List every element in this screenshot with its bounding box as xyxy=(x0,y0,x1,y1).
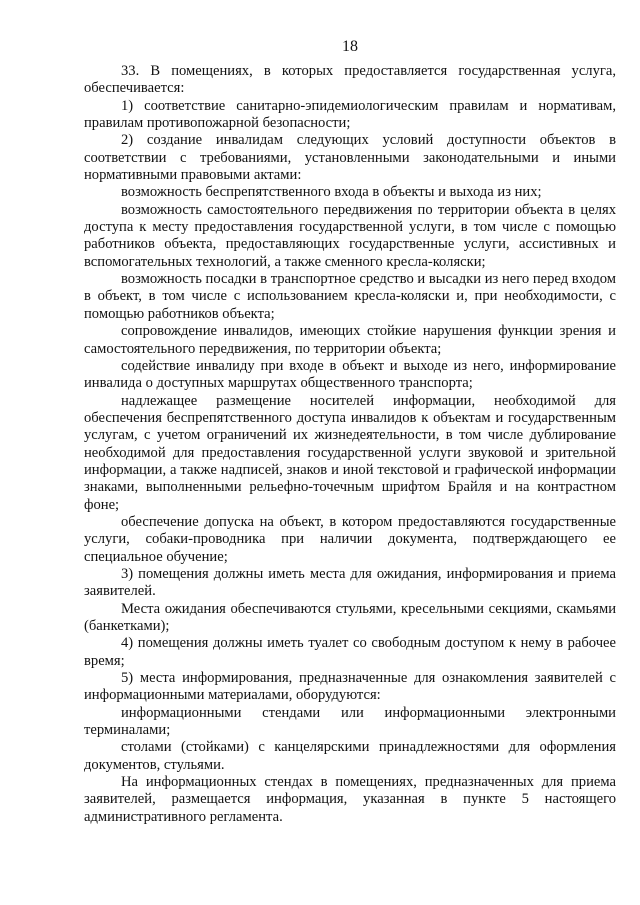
paragraph-item-33: 33. В помещениях, в которых предоставляется государственная услуга, обеспечивается: xyxy=(84,63,616,97)
page-number: 18 xyxy=(342,38,358,55)
document-body xyxy=(84,63,616,826)
paragraph-desks: столами (стойками) с канцелярскими принадлежностями для оформления документов, стульями. xyxy=(84,739,616,773)
document-page xyxy=(84,0,616,905)
paragraph-guide-dog: обеспечение допуска на объект, в котором предоставляются государственные услуги, собаки-проводника при наличии документа, подтверждающего ее специальное обучение; xyxy=(84,513,616,565)
paragraph-waiting-seats: Места ожидания обеспечиваются стульями, кресельными секциями, скамьями (банкетками); xyxy=(84,600,616,634)
paragraph-subitem-1: 1) соответствие санитарно-эпидемиологическим правилам и нормативам, правилам противопожарной безопасности; xyxy=(84,97,616,132)
paragraph-transport-boarding: возможность посадки в транспортное средство и высадки из него перед входом в объект, в том числе с использованием кресла-коляски и, при необходимости, с помощью работников объекта; xyxy=(84,271,616,322)
paragraph-subitem-3: 3) помещения должны иметь места для ожидания, информирования и приема заявителей. xyxy=(84,565,616,600)
paragraph-escort: сопровождение инвалидов, имеющих стойкие нарушения функции зрения и самостоятельного передвижения, по территории объекта; xyxy=(84,323,616,357)
paragraph-stand-information: На информационных стендах в помещениях, предназначенных для приема заявителей, размещается информация, указанная в пункте 5 настоящего административного регламента. xyxy=(84,774,616,825)
paragraph-movement: возможность самостоятельного передвижения по территории объекта в целях доступа к месту предоставления государственной услуги, в том числе с помощью работников объекта, предоставляющих государственные услуги, ассистивных и вспомогательных технологий, а также сменного кресла-коляски; xyxy=(84,201,616,270)
paragraph-subitem-2: 2) создание инвалидам следующих условий доступности объектов в соответствии с требованиями, установленными законодательными и иными нормативными правовыми актами: xyxy=(84,132,616,184)
paragraph-assistance: содействие инвалиду при входе в объект и выходе из него, информирование инвалида о доступных маршрутах общественного транспорта; xyxy=(84,357,616,392)
paragraph-subitem-5: 5) места информирования, предназначенные для ознакомления заявителей с информационными материалами, оборудуются: xyxy=(84,670,616,704)
paragraph-information-placement: надлежащее размещение носителей информации, необходимой для обеспечения беспрепятственного доступа инвалидов к объектам и государственным услугам, с учетом ограничений их жизнедеятельности, в том числе дублирование необходимой для предоставления государственной услуги звуковой и зрительной информации, а также надписей, знаков и иной текстовой и графической информации знаками, выполненными рельефно-точечным шрифтом Брайля и на контрастном фоне; xyxy=(84,392,616,513)
paragraph-subitem-4: 4) помещения должны иметь туалет со свободным доступом к нему в рабочее время; xyxy=(84,635,616,669)
paragraph-info-stands: информационными стендами или информационными электронными терминалами; xyxy=(84,704,616,739)
paragraph-entrance-access: возможность беспрепятственного входа в объекты и выхода из них; xyxy=(121,184,542,201)
